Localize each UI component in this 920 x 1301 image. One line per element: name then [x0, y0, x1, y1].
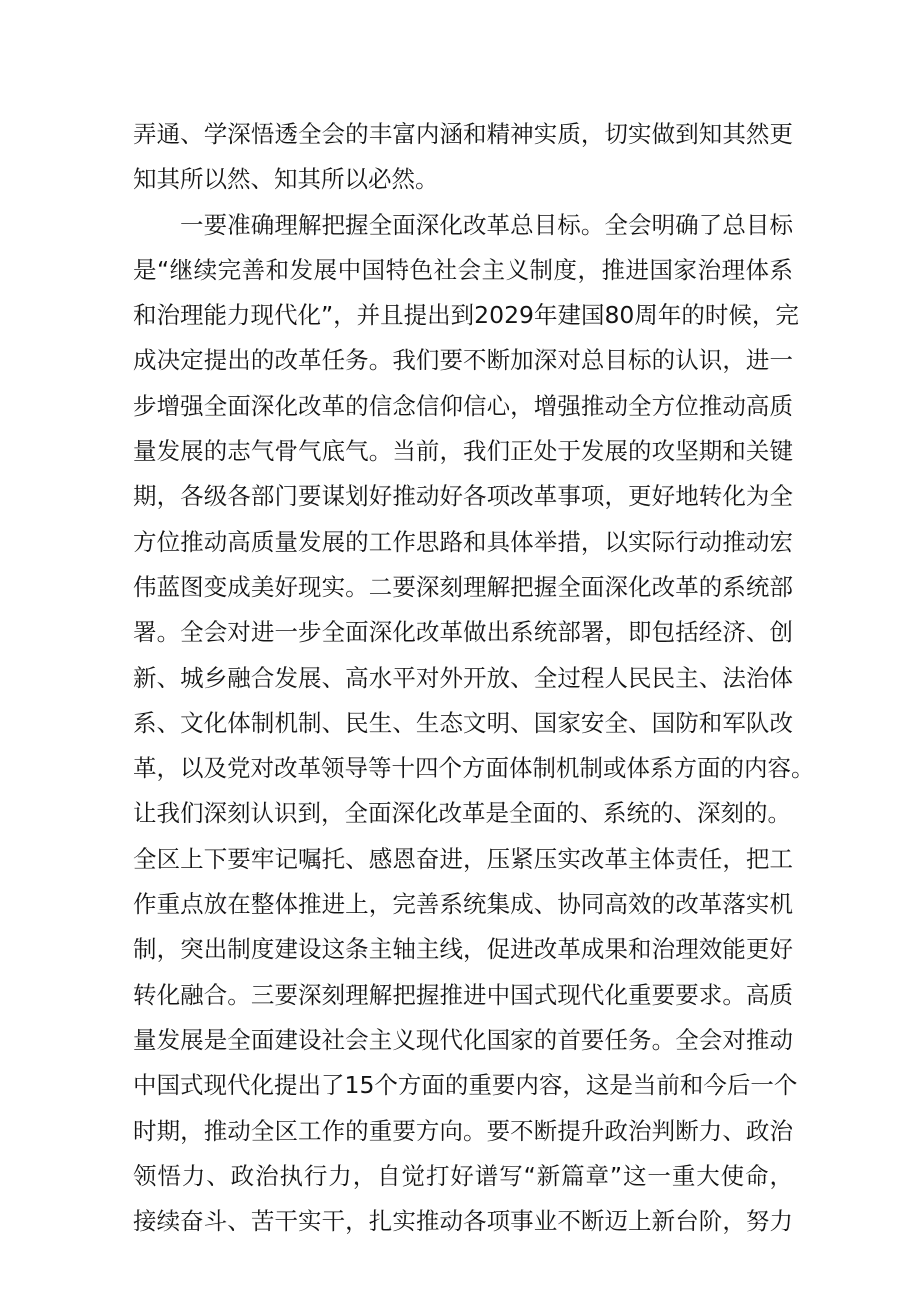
text-line: 系、文化体制机制、民生、生态文明、国家安全、国防和军队改	[133, 708, 793, 737]
text-line: 知其所以然、知其所以必然。	[133, 165, 439, 194]
text-line: 让我们深刻认识到，全面深化改革是全面的、系统的、深刻的。	[133, 799, 791, 828]
text-line: 伟蓝图变成美好现实。二要深刻理解把握全面深化改革的系统部	[133, 572, 793, 601]
text-line: 是“继续完善和发展中国特色社会主义制度，推进国家治理体系	[133, 255, 793, 284]
text-line: 成决定提出的改革任务。我们要不断加深对总目标的认识，进一	[133, 346, 793, 375]
text-line: 领悟力、政治执行力，自觉打好谱写“新篇章”这一重大使命，	[133, 1161, 793, 1190]
text-line: 时期，推动全区工作的重要方向。要不断提升政治判断力、政治	[133, 1116, 793, 1145]
body-text	[133, 112, 815, 1244]
text-line: 和治理能力现代化”，并且提出到2029年建国80周年的时候，完	[133, 301, 799, 330]
text-line: 署。全会对进一步全面深化改革做出系统部署，即包括经济、创	[133, 618, 793, 647]
text-line: 全区上下要牢记嘱托、感恩奋进，压紧压实改革主体责任，把工	[133, 844, 793, 873]
paragraph-first-line: 一要准确理解把握全面深化改革总目标。全会明确了总目标	[180, 210, 793, 239]
text-line: 新、城乡融合发展、高水平对外开放、全过程人民民主、法治体	[133, 663, 793, 692]
text-line: 作重点放在整体推进上，完善系统集成、协同高效的改革落实机	[133, 890, 793, 919]
text-line: 制，突出制度建设这条主轴主线，促进改革成果和治理效能更好	[133, 935, 793, 964]
text-line: 接续奋斗、苦干实干，扎实推动各项事业不断迈上新台阶，努力	[133, 1207, 793, 1236]
text-line: 量发展是全面建设社会主义现代化国家的首要任务。全会对推动	[133, 1025, 793, 1054]
text-line: 步增强全面深化改革的信念信仰信心，增强推动全方位推动高质	[133, 391, 793, 420]
text-line: 中国式现代化提出了15个方面的重要内容，这是当前和今后一个	[133, 1071, 798, 1100]
text-line: 革，以及党对改革领导等十四个方面体制机制或体系方面的内容。	[133, 754, 815, 783]
text-line: 弄通、学深悟透全会的丰富内涵和精神实质，切实做到知其然更	[133, 120, 793, 148]
text-line: 方位推动高质量发展的工作思路和具体举措，以实际行动推动宏	[133, 527, 793, 556]
text-line: 转化融合。三要深刻理解把握推进中国式现代化重要要求。高质	[133, 980, 793, 1009]
text-line: 期，各级各部门要谋划好推动好各项改革事项，更好地转化为全	[133, 482, 793, 511]
text-line: 量发展的志气骨气底气。当前，我们正处于发展的攻坚期和关键	[133, 437, 793, 466]
